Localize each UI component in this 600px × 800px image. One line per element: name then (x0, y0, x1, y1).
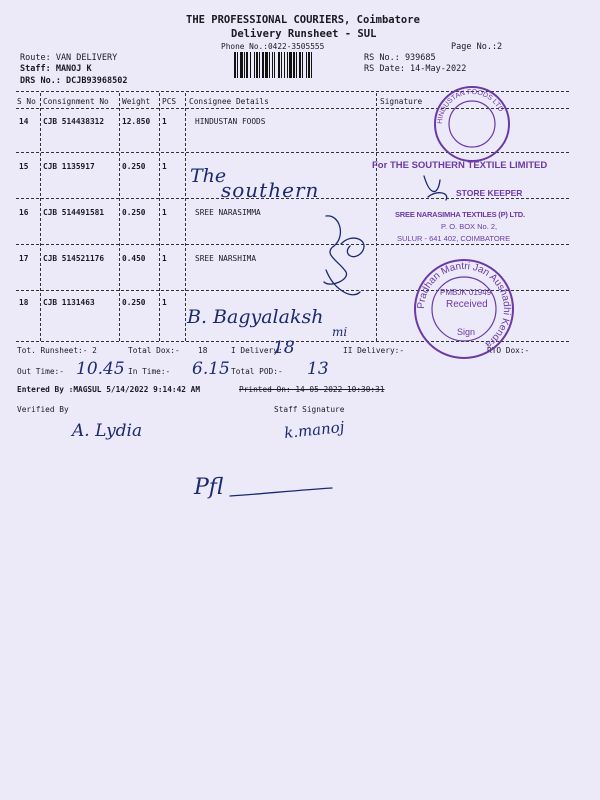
verified-by-signature: A. Lydia (72, 421, 143, 441)
handwritten-southern: southern (221, 178, 320, 202)
row-sno: 17 (19, 254, 29, 263)
row-weight: 0.250 (122, 162, 146, 171)
total-runsheet: Tot. Runsheet:- 2 (17, 346, 97, 355)
row-consignment: CJB 1131463 (43, 298, 95, 307)
row-pcs: 1 (162, 298, 167, 307)
staff-signature-label: Staff Signature (274, 405, 345, 414)
drs-number: DRS No.: DCJB93968502 (20, 76, 128, 86)
signature-scribble (326, 270, 360, 295)
handwritten-the: The (190, 165, 227, 187)
row-sno: 18 (19, 298, 29, 307)
verified-by-label: Verified By (17, 405, 69, 414)
total-pod-label: Total POD:- (231, 367, 283, 376)
row-consignment: CJB 514521176 (43, 254, 105, 263)
row-weight: 0.250 (122, 208, 146, 217)
row-consignment: CJB 1135917 (43, 162, 95, 171)
staff: Staff: MANOJ K (20, 64, 92, 74)
narasimha-stamp-line1: SREE NARASIMHA TEXTILES (P) LTD. (395, 210, 525, 219)
out-time-label: Out Time:- (17, 367, 64, 376)
row-pcs: 1 (162, 208, 167, 217)
total-dox-value: 18 (198, 346, 208, 355)
row-weight: 0.250 (122, 298, 146, 307)
entered-by: Entered By :MAGSUL 5/14/2022 9:14:42 AM (17, 385, 201, 394)
handwritten-out-time: 10.45 (76, 359, 125, 379)
col-header-pcs: PCS (162, 97, 177, 106)
sign-stamp: Sign (457, 327, 476, 337)
handwritten-i-delivery: 18 (273, 338, 295, 358)
jan-aushadhi-ring-text: Pradhan Mantri Jan Aushadhi Kendra (415, 260, 513, 350)
narasimha-stamp-line3: SULUR - 641 402, COIMBATORE (397, 234, 511, 243)
in-time-label: In Time:- (128, 367, 171, 376)
hindustan-stamp (432, 84, 512, 164)
row-consignee: HINDUSTAN FOODS (195, 117, 266, 126)
printed-on: Printed On: 14-05-2022 10:30:31 (239, 385, 385, 394)
row-sno: 16 (19, 208, 29, 217)
row-consignment: CJB 514438312 (43, 117, 105, 126)
col-header-consignment: Consignment No (43, 97, 109, 106)
narasimha-stamp-line2: P. O. BOX No. 2, (441, 222, 498, 231)
row-pcs: 1 (162, 254, 167, 263)
i-delivery-label: I Delivery:- (231, 346, 288, 355)
hindustan-stamp-ring-text: HINDUSTAN FOODS LTD (436, 88, 505, 125)
handwritten-total-pod: 13 (307, 359, 329, 379)
row-consignee: SREE NARASIMMA (195, 208, 261, 217)
col-header-signature: Signature (380, 97, 423, 106)
col-header-sno: S No (17, 97, 36, 106)
document-title: Delivery Runsheet - SUL (231, 28, 377, 40)
col-header-weight: Weight (122, 97, 151, 106)
page-number: Page No.:2 (451, 42, 503, 52)
route: Route: VAN DELIVERY (20, 53, 118, 63)
handwritten-receiver-suffix: mi (332, 325, 348, 339)
rs-date: RS Date: 14-May-2022 (364, 64, 467, 74)
handwritten-in-time: 6.15 (192, 359, 230, 379)
phone-number: Phone No.:0422-3505555 (221, 42, 325, 51)
row-weight: 12.850 (122, 117, 151, 126)
received-stamp: Received (446, 299, 488, 310)
handwritten-receiver-name: B. Bagyalaksh (187, 306, 324, 328)
ii-delivery-label: II Delivery:- (343, 346, 405, 355)
rs-number: RS No.: 939685 (364, 53, 436, 63)
signature-scribble (428, 193, 447, 200)
col-header-consignee: Consignee Details (189, 97, 269, 106)
rto-dox-label: RTO Dox:- (487, 346, 530, 355)
row-pcs: 1 (162, 162, 167, 171)
row-weight: 0.450 (122, 254, 146, 263)
signature-scribble (341, 238, 364, 257)
total-dox-label: Total Dox:- (128, 346, 180, 355)
staff-signature: k.manoj (283, 417, 346, 443)
signature-underline (230, 488, 332, 496)
row-sno: 15 (19, 162, 29, 171)
bottom-signature: Pfl (194, 475, 224, 500)
jan-aushadhi-code: PMBJK 01949 (440, 288, 492, 297)
company-name: THE PROFESSIONAL COURIERS, Coimbatore (186, 14, 420, 26)
southern-textile-stamp: For THE SOUTHERN TEXTILE LIMITED (372, 160, 548, 171)
row-consignment: CJB 514491581 (43, 208, 105, 217)
row-sno: 14 (19, 117, 29, 126)
store-keeper-stamp: STORE KEEPER (456, 188, 523, 198)
row-consignee: SREE NARSHIMA (195, 254, 257, 263)
row-pcs: 1 (162, 117, 167, 126)
signature-scribble (424, 176, 440, 192)
